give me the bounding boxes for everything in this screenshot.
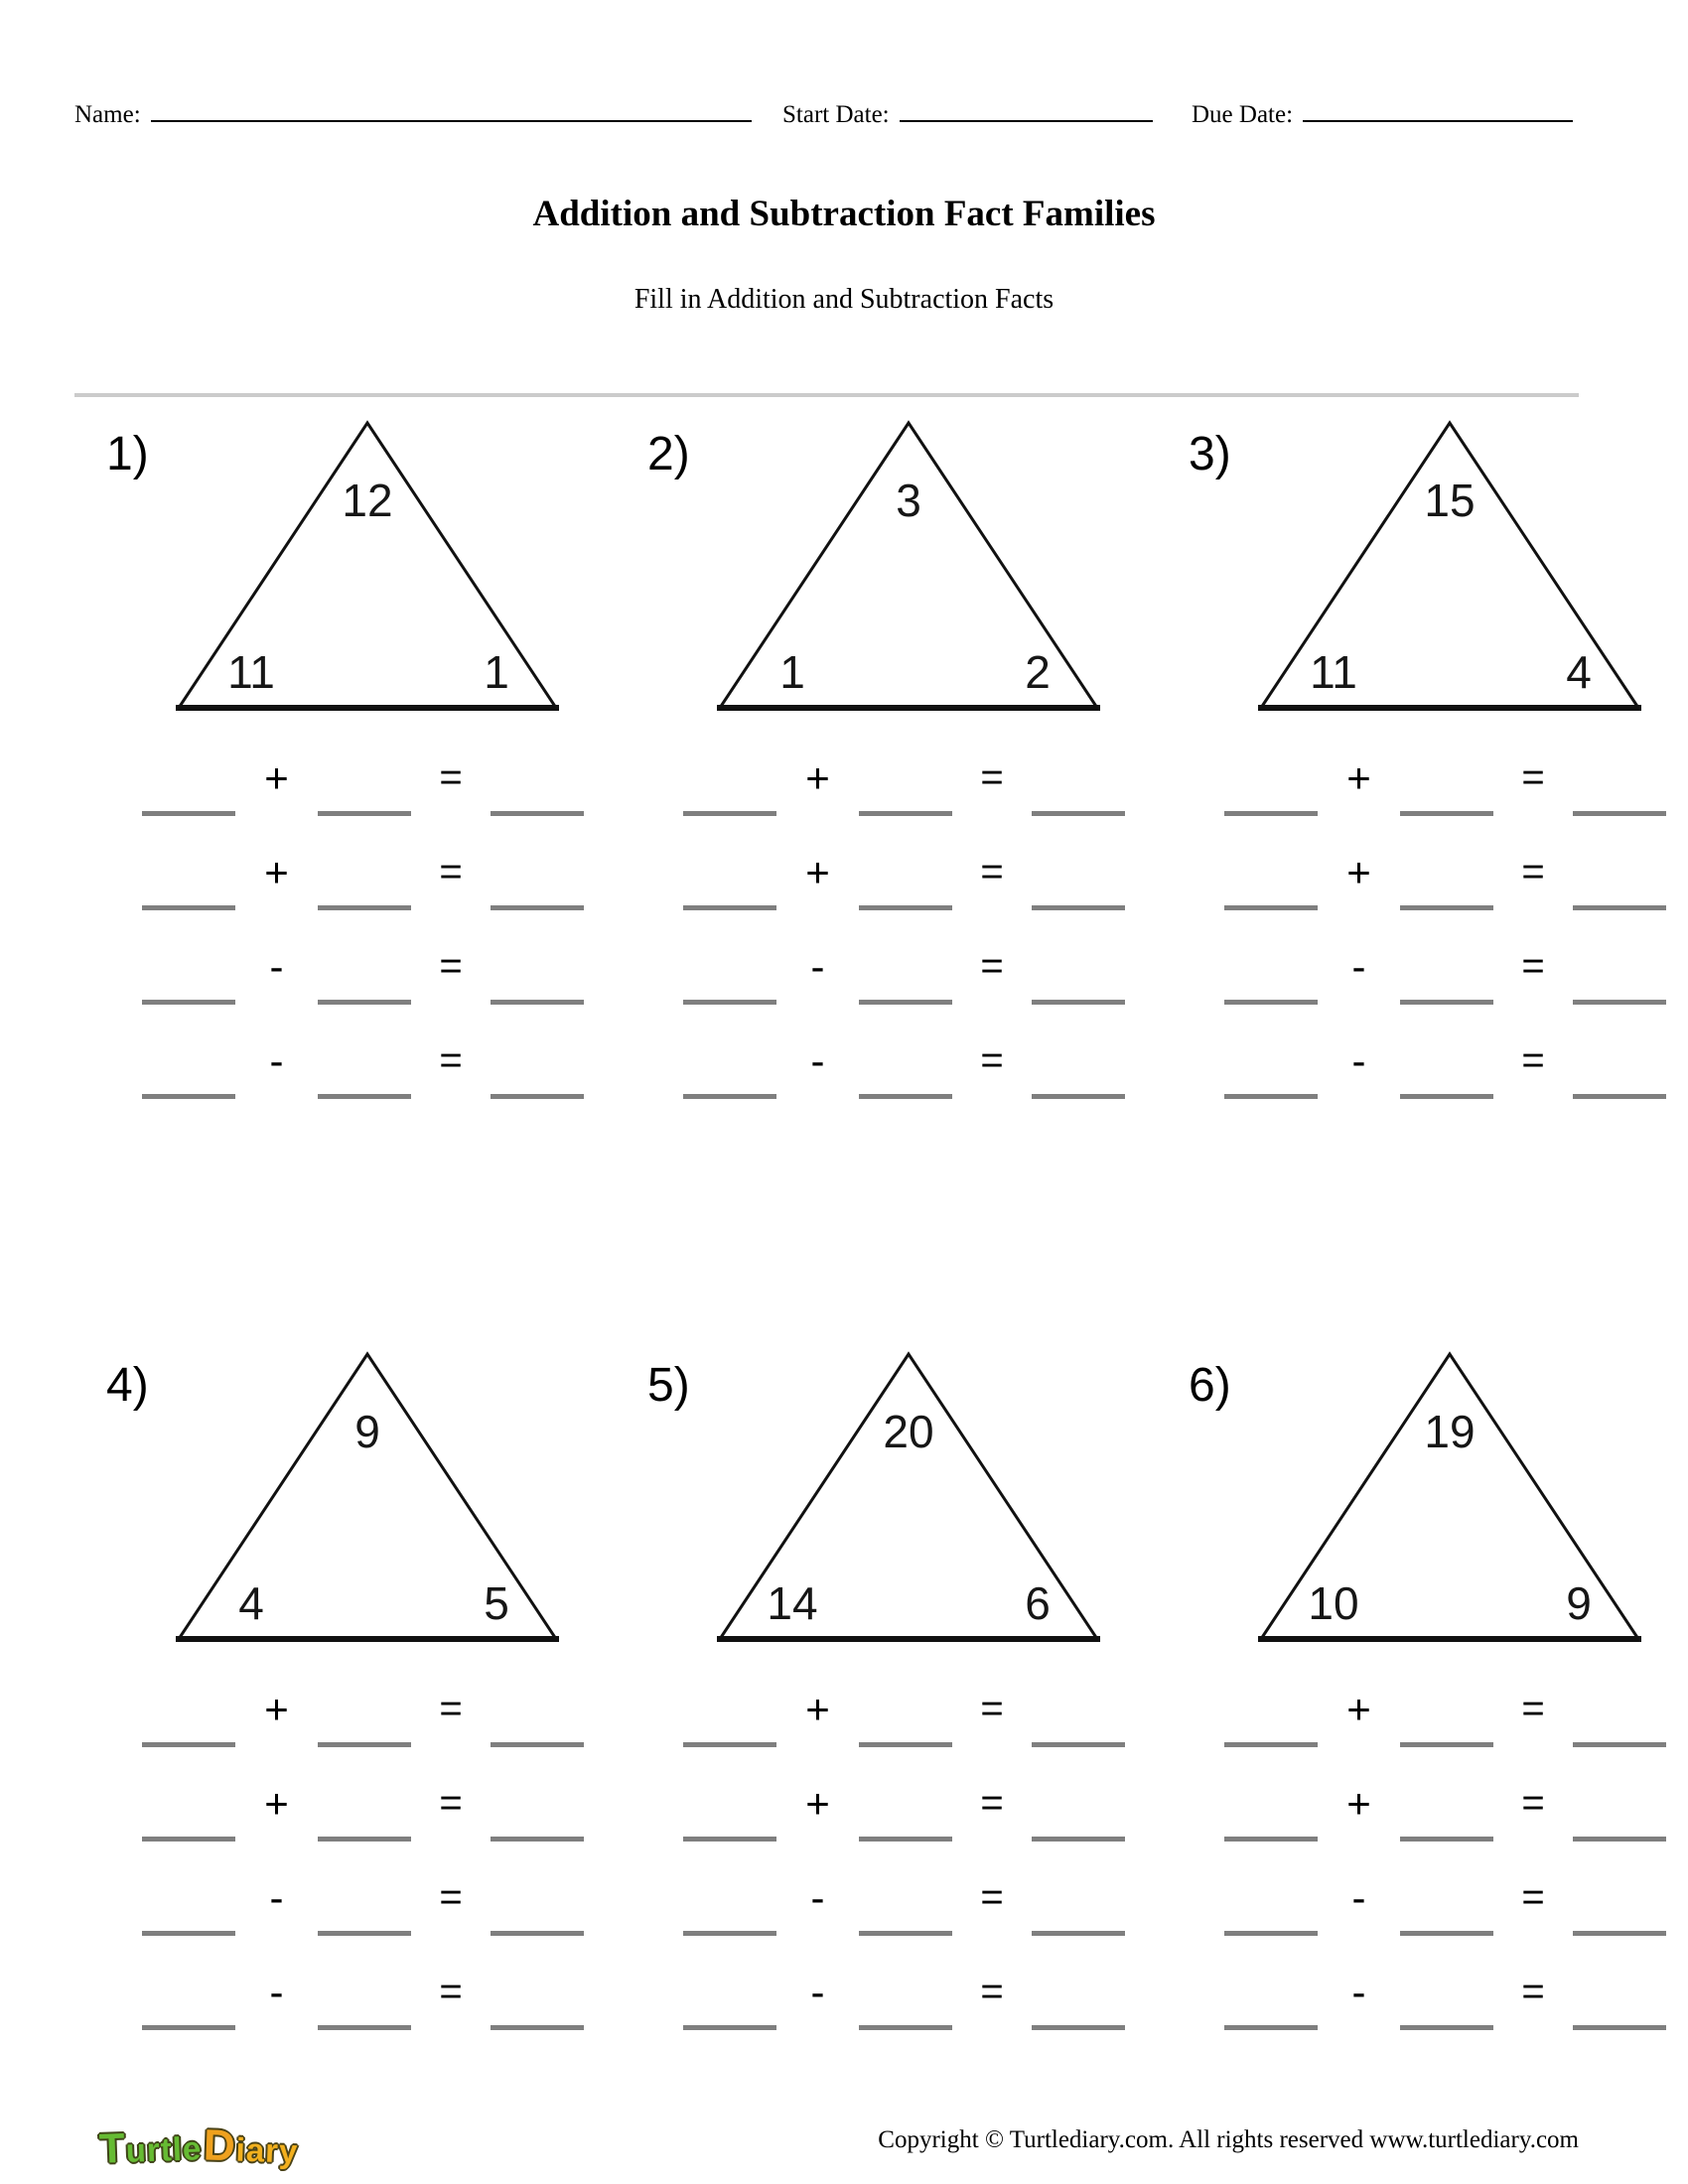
answer-blank xyxy=(1224,905,1318,910)
answer-blank xyxy=(1224,1000,1318,1005)
equation-row xyxy=(84,1005,601,1099)
operator-minus: - xyxy=(269,1969,284,2015)
answer-blank xyxy=(1573,1931,1666,1936)
operator-minus: - xyxy=(1351,1969,1366,2015)
triangle-left-number: 11 xyxy=(1310,646,1357,698)
answer-blank xyxy=(142,905,235,910)
equals-sign: = xyxy=(980,944,1004,988)
answer-blank xyxy=(859,811,952,816)
name-label: Name: xyxy=(74,101,141,128)
operator-minus: - xyxy=(810,943,825,990)
equation-row xyxy=(626,1747,1142,1842)
equation-row xyxy=(1167,1747,1683,1842)
triangle-top-number: 20 xyxy=(883,1406,934,1457)
answer-blank xyxy=(1400,905,1493,910)
equals-sign: = xyxy=(1521,1687,1545,1730)
equals-sign: = xyxy=(439,1970,463,2013)
problem-2 xyxy=(626,417,1142,1201)
equals-sign: = xyxy=(980,1781,1004,1825)
answer-blank xyxy=(1400,811,1493,816)
answer-blank xyxy=(1573,811,1666,816)
operator-plus: + xyxy=(264,754,289,801)
equation-row xyxy=(84,910,601,1005)
operator-minus: - xyxy=(810,1969,825,2015)
equation-list xyxy=(626,722,1142,1099)
answer-blank xyxy=(1032,1837,1125,1842)
equals-sign: = xyxy=(439,850,463,893)
answer-blank xyxy=(1400,1837,1493,1842)
equation-row xyxy=(626,1842,1142,1936)
operator-plus: + xyxy=(1346,754,1371,801)
equals-sign: = xyxy=(1521,850,1545,893)
answer-blank xyxy=(859,1931,952,1936)
answer-blank xyxy=(1573,1094,1666,1099)
equation-row xyxy=(84,1747,601,1842)
equation-row xyxy=(1167,1005,1683,1099)
operator-plus: + xyxy=(805,754,830,801)
answer-blank xyxy=(491,1094,584,1099)
answer-blank xyxy=(859,1094,952,1099)
equals-sign: = xyxy=(439,1038,463,1082)
answer-blank xyxy=(683,2025,776,2030)
answer-blank xyxy=(1573,1742,1666,1747)
triangle-left-number: 4 xyxy=(238,1577,264,1629)
answer-blank xyxy=(1224,1837,1318,1842)
operator-minus: - xyxy=(269,1037,284,1084)
triangle-right-number: 2 xyxy=(1025,646,1051,698)
answer-blank xyxy=(1400,1094,1493,1099)
problem-4-label: 4) xyxy=(106,1359,149,1412)
answer-blank xyxy=(683,1837,776,1842)
equation-row xyxy=(84,1936,601,2030)
answer-blank xyxy=(1224,1742,1318,1747)
triangle-right-number: 4 xyxy=(1566,646,1592,698)
equals-sign: = xyxy=(980,1038,1004,1082)
equals-sign: = xyxy=(980,1875,1004,1919)
triangle-top-number: 12 xyxy=(342,475,393,526)
triangle-right-number: 5 xyxy=(484,1577,509,1629)
answer-blank xyxy=(683,1742,776,1747)
answer-blank xyxy=(1224,1094,1318,1099)
answer-blank xyxy=(1400,2025,1493,2030)
answer-blank xyxy=(1224,811,1318,816)
name-field xyxy=(74,99,752,129)
equation-row xyxy=(1167,1936,1683,2030)
equation-row xyxy=(84,1653,601,1747)
equation-row xyxy=(1167,816,1683,910)
equation-row xyxy=(626,722,1142,816)
equals-sign: = xyxy=(1521,1970,1545,2013)
operator-minus: - xyxy=(810,1037,825,1084)
problem-3 xyxy=(1167,417,1683,1201)
triangle-right-number: 9 xyxy=(1566,1577,1592,1629)
answer-blank xyxy=(142,1931,235,1936)
equation-row xyxy=(626,1653,1142,1747)
answer-blank xyxy=(318,1837,411,1842)
page-subtitle: Fill in Addition and Subtraction Facts xyxy=(633,284,1055,315)
operator-plus: + xyxy=(264,849,289,895)
equals-sign: = xyxy=(980,1970,1004,2013)
answer-blank xyxy=(859,2025,952,2030)
operator-plus: + xyxy=(1346,1686,1371,1732)
equation-list xyxy=(84,1653,601,2030)
due-date-field xyxy=(1192,99,1573,129)
equals-sign: = xyxy=(1521,1781,1545,1825)
equals-sign: = xyxy=(439,1687,463,1730)
answer-blank xyxy=(142,1742,235,1747)
equals-sign: = xyxy=(980,755,1004,799)
triangle-left-number: 10 xyxy=(1308,1577,1359,1629)
answer-blank xyxy=(1032,2025,1125,2030)
equals-sign: = xyxy=(1521,944,1545,988)
answer-blank xyxy=(1573,905,1666,910)
answer-blank xyxy=(491,811,584,816)
triangle-top-number: 19 xyxy=(1424,1406,1476,1457)
answer-blank xyxy=(1224,1931,1318,1936)
answer-blank xyxy=(683,811,776,816)
answer-blank xyxy=(859,1837,952,1842)
equals-sign: = xyxy=(1521,1038,1545,1082)
operator-minus: - xyxy=(1351,1037,1366,1084)
fact-triangle-2 xyxy=(710,417,1107,715)
triangle-left-number: 14 xyxy=(767,1577,818,1629)
answer-blank xyxy=(318,905,411,910)
answer-blank xyxy=(142,1094,235,1099)
answer-blank xyxy=(491,905,584,910)
operator-plus: + xyxy=(805,1780,830,1827)
answer-blank xyxy=(491,1000,584,1005)
answer-blank xyxy=(1032,905,1125,910)
triangle-left-number: 1 xyxy=(779,646,805,698)
fact-triangle-4 xyxy=(169,1348,566,1646)
answer-blank xyxy=(1573,1000,1666,1005)
fact-triangle-1 xyxy=(169,417,566,715)
answer-blank xyxy=(491,1742,584,1747)
answer-blank xyxy=(318,1000,411,1005)
problem-6-label: 6) xyxy=(1189,1359,1231,1412)
answer-blank xyxy=(142,1837,235,1842)
page-title: Addition and Subtraction Fact Families xyxy=(532,194,1156,234)
answer-blank xyxy=(142,811,235,816)
operator-minus: - xyxy=(269,1874,284,1921)
triangle-right-number: 6 xyxy=(1025,1577,1051,1629)
answer-blank xyxy=(1224,2025,1318,2030)
equals-sign: = xyxy=(439,755,463,799)
operator-plus: + xyxy=(264,1686,289,1732)
due-date-label: Due Date: xyxy=(1192,101,1294,128)
answer-blank xyxy=(1400,1000,1493,1005)
operator-plus: + xyxy=(805,849,830,895)
answer-blank xyxy=(1032,811,1125,816)
answer-blank xyxy=(859,1000,952,1005)
copyright-text: Copyright © Turtlediary.com. All rights reserved www.turtlediary.com xyxy=(878,2126,1579,2153)
equation-row xyxy=(84,816,601,910)
name-blank-line xyxy=(151,99,752,122)
answer-blank xyxy=(1573,1837,1666,1842)
answer-blank xyxy=(1032,1094,1125,1099)
operator-plus: + xyxy=(264,1780,289,1827)
answer-blank xyxy=(1032,1742,1125,1747)
problem-1 xyxy=(84,417,601,1201)
equation-list xyxy=(626,1653,1142,2030)
equation-row xyxy=(1167,1653,1683,1747)
answer-blank xyxy=(491,1837,584,1842)
equation-row xyxy=(1167,722,1683,816)
equals-sign: = xyxy=(1521,1875,1545,1919)
answer-blank xyxy=(318,811,411,816)
problem-5 xyxy=(626,1348,1142,2132)
answer-blank xyxy=(1032,1000,1125,1005)
operator-plus: + xyxy=(1346,1780,1371,1827)
answer-blank xyxy=(142,1000,235,1005)
equals-sign: = xyxy=(439,944,463,988)
answer-blank xyxy=(491,1931,584,1936)
logo-turtle-text: Turtle xyxy=(98,2123,203,2172)
answer-blank xyxy=(318,1742,411,1747)
answer-blank xyxy=(1400,1931,1493,1936)
answer-blank xyxy=(683,1000,776,1005)
problem-6 xyxy=(1167,1348,1683,2132)
problem-3-label: 3) xyxy=(1189,428,1231,480)
equation-row xyxy=(84,722,601,816)
operator-minus: - xyxy=(1351,1874,1366,1921)
equation-row xyxy=(1167,910,1683,1005)
answer-blank xyxy=(859,905,952,910)
operator-plus: + xyxy=(805,1686,830,1732)
operator-minus: - xyxy=(269,943,284,990)
equation-list xyxy=(1167,1653,1683,2030)
answer-blank xyxy=(859,1742,952,1747)
equation-row xyxy=(84,1842,601,1936)
problem-4 xyxy=(84,1348,601,2132)
problem-2-label: 2) xyxy=(647,428,690,480)
equation-row xyxy=(626,1005,1142,1099)
operator-plus: + xyxy=(1346,849,1371,895)
equals-sign: = xyxy=(439,1781,463,1825)
equals-sign: = xyxy=(439,1875,463,1919)
equation-row xyxy=(626,1936,1142,2030)
equation-row xyxy=(1167,1842,1683,1936)
equals-sign: = xyxy=(980,1687,1004,1730)
answer-blank xyxy=(318,2025,411,2030)
equals-sign: = xyxy=(1521,755,1545,799)
triangle-left-number: 11 xyxy=(227,646,275,698)
fact-triangle-5 xyxy=(710,1348,1107,1646)
section-divider xyxy=(74,393,1579,397)
answer-blank xyxy=(491,2025,584,2030)
start-date-field xyxy=(782,99,1153,129)
answer-blank xyxy=(142,2025,235,2030)
equals-sign: = xyxy=(980,850,1004,893)
triangle-top-number: 15 xyxy=(1424,475,1476,526)
answer-blank xyxy=(1032,1931,1125,1936)
triangle-top-number: 9 xyxy=(354,1406,380,1457)
operator-minus: - xyxy=(810,1874,825,1921)
answer-blank xyxy=(1573,2025,1666,2030)
equation-list xyxy=(84,722,601,1099)
operator-minus: - xyxy=(1351,943,1366,990)
logo-diary-text: Diary xyxy=(203,2120,300,2171)
answer-blank xyxy=(1400,1742,1493,1747)
start-date-blank-line xyxy=(900,99,1153,122)
triangle-top-number: 3 xyxy=(896,475,921,526)
fact-triangle-6 xyxy=(1251,1348,1648,1646)
answer-blank xyxy=(318,1931,411,1936)
problem-5-label: 5) xyxy=(647,1359,690,1412)
answer-blank xyxy=(683,905,776,910)
triangle-right-number: 1 xyxy=(484,646,509,698)
answer-blank xyxy=(683,1931,776,1936)
problem-1-label: 1) xyxy=(106,428,149,480)
answer-blank xyxy=(318,1094,411,1099)
equation-list xyxy=(1167,722,1683,1099)
equation-row xyxy=(626,816,1142,910)
start-date-label: Start Date: xyxy=(782,101,890,128)
equation-row xyxy=(626,910,1142,1005)
due-date-blank-line xyxy=(1303,99,1573,122)
fact-triangle-3 xyxy=(1251,417,1648,715)
answer-blank xyxy=(683,1094,776,1099)
